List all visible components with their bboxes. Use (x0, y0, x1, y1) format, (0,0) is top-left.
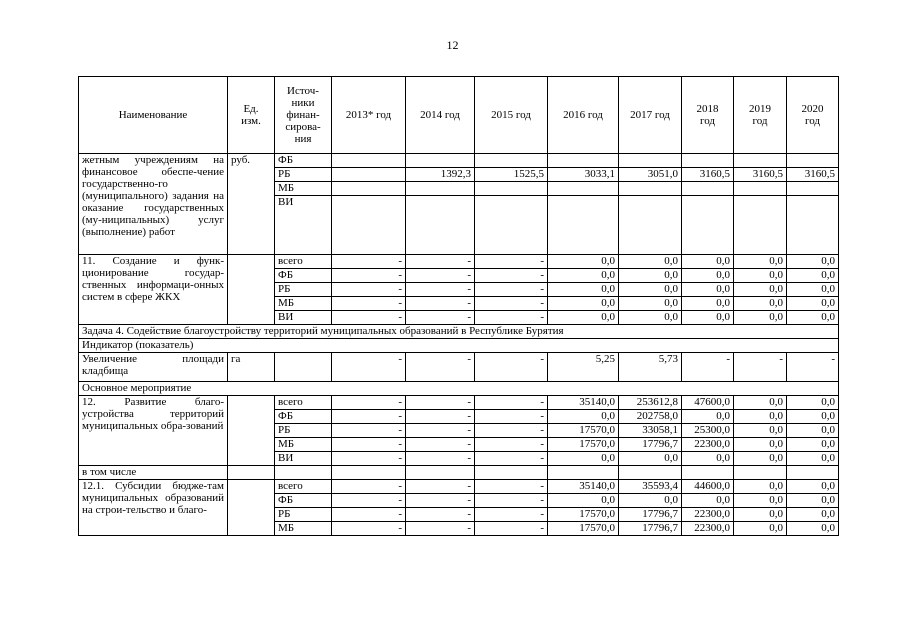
value-cell: 17796,7 (619, 438, 682, 452)
task-heading: Задача 4. Содействие благоустройству территорий муниципальных образований в Республике Бурятия (79, 325, 839, 339)
value-cell: 35140,0 (548, 480, 619, 494)
value-cell: 17796,7 (619, 522, 682, 536)
value-cell: 0,0 (787, 494, 839, 508)
measure-name: 12.1. Субсидии бюдже-там муниципальных образований на строи-тельство и благо- (79, 480, 228, 536)
value-cell: - (332, 480, 406, 494)
value-cell: 44600,0 (682, 480, 734, 494)
value-cell (619, 196, 682, 255)
value-cell: 0,0 (734, 396, 787, 410)
value-cell: - (332, 494, 406, 508)
value-cell: 22300,0 (682, 522, 734, 536)
value-cell: - (332, 311, 406, 325)
value-cell: 35140,0 (548, 396, 619, 410)
main-measure-heading: Основное мероприятие (79, 382, 839, 396)
value-cell: 0,0 (787, 508, 839, 522)
value-cell (787, 196, 839, 255)
value-cell: - (734, 353, 787, 382)
source-cell: ВИ (275, 452, 332, 466)
value-cell: - (406, 480, 475, 494)
value-cell: 3051,0 (619, 168, 682, 182)
source-cell: РБ (275, 168, 332, 182)
value-cell: - (475, 255, 548, 269)
value-cell (332, 154, 406, 168)
value-cell: 0,0 (734, 522, 787, 536)
value-cell (406, 196, 475, 255)
value-cell: 0,0 (682, 297, 734, 311)
value-cell: 5,25 (548, 353, 619, 382)
value-cell: - (332, 353, 406, 382)
value-cell: - (406, 255, 475, 269)
measure-name: жетным учреждениям на финансовое обеспе-чение государственно-го (муниципального) задания на оказание государственных (му-ниципальных) услуг (выполнение) работ (79, 154, 228, 255)
unit-cell: га (228, 353, 275, 382)
value-cell (734, 182, 787, 196)
value-cell: - (406, 353, 475, 382)
value-cell: - (332, 508, 406, 522)
value-cell: - (406, 283, 475, 297)
value-cell: - (475, 410, 548, 424)
value-cell: 0,0 (682, 494, 734, 508)
value-cell: 33058,1 (619, 424, 682, 438)
indicator-heading: Индикатор (показатель) (79, 339, 839, 353)
task-row (79, 325, 839, 339)
including-label: в том числе (79, 466, 228, 480)
value-cell: - (406, 410, 475, 424)
header-source: Источ- ники финан- сирова- ния (275, 77, 332, 154)
value-cell: - (406, 508, 475, 522)
unit-cell (228, 396, 275, 466)
source-cell: ФБ (275, 154, 332, 168)
value-cell: - (332, 269, 406, 283)
value-cell: 0,0 (548, 452, 619, 466)
value-cell: 1525,5 (475, 168, 548, 182)
value-cell: 17570,0 (548, 522, 619, 536)
value-cell: 0,0 (734, 410, 787, 424)
value-cell: - (332, 283, 406, 297)
source-cell: ФБ (275, 269, 332, 283)
value-cell: 0,0 (734, 494, 787, 508)
value-cell: - (475, 311, 548, 325)
value-cell: 0,0 (682, 283, 734, 297)
header-year: 2014 год (406, 77, 475, 154)
value-cell: 3033,1 (548, 168, 619, 182)
measure-name: 12. Развитие благо-устройства территорий муниципальных обра-зований (79, 396, 228, 466)
value-cell: 0,0 (682, 255, 734, 269)
header-name: Наименование (79, 77, 228, 154)
value-cell: 3160,5 (787, 168, 839, 182)
source-cell: ФБ (275, 410, 332, 424)
value-cell: - (787, 353, 839, 382)
value-cell: 0,0 (619, 297, 682, 311)
value-cell: 0,0 (734, 424, 787, 438)
unit-cell (228, 480, 275, 536)
value-cell: 22300,0 (682, 508, 734, 522)
value-cell (548, 196, 619, 255)
measure-name: 11. Создание и функ-ционирование государ-ственных информаци-онных систем в сфере ЖКХ (79, 255, 228, 325)
header-year: 2019 год (734, 77, 787, 154)
empty-cell (619, 466, 682, 480)
value-cell (548, 154, 619, 168)
value-cell: 17796,7 (619, 508, 682, 522)
value-cell: - (406, 438, 475, 452)
value-cell: 35593,4 (619, 480, 682, 494)
value-cell: - (406, 452, 475, 466)
value-cell: - (475, 438, 548, 452)
value-cell: 202758,0 (619, 410, 682, 424)
value-cell: 0,0 (787, 255, 839, 269)
value-cell: 47600,0 (682, 396, 734, 410)
value-cell: 17570,0 (548, 508, 619, 522)
table-row (79, 396, 839, 410)
value-cell: - (406, 424, 475, 438)
value-cell: - (475, 269, 548, 283)
value-cell (406, 154, 475, 168)
value-cell: - (332, 424, 406, 438)
value-cell: - (332, 297, 406, 311)
value-cell: 0,0 (787, 410, 839, 424)
value-cell: - (475, 452, 548, 466)
value-cell: 0,0 (619, 269, 682, 283)
indicator-name: Увеличение площади кладбища (79, 353, 228, 382)
header-year: 2016 год (548, 77, 619, 154)
budget-table (78, 76, 839, 536)
value-cell: 0,0 (734, 255, 787, 269)
including-row (79, 466, 839, 480)
value-cell: 253612,8 (619, 396, 682, 410)
value-cell (548, 182, 619, 196)
empty-cell (475, 466, 548, 480)
value-cell: - (475, 522, 548, 536)
header-year: 2017 год (619, 77, 682, 154)
source-cell: МБ (275, 182, 332, 196)
header-year: 2015 год (475, 77, 548, 154)
empty-cell (406, 466, 475, 480)
value-cell (332, 196, 406, 255)
value-cell: 0,0 (619, 283, 682, 297)
value-cell: 0,0 (682, 311, 734, 325)
value-cell: 0,0 (787, 311, 839, 325)
value-cell (682, 182, 734, 196)
value-cell: 0,0 (787, 438, 839, 452)
value-cell (619, 182, 682, 196)
empty-cell (734, 466, 787, 480)
source-cell: МБ (275, 297, 332, 311)
value-cell: 0,0 (734, 452, 787, 466)
value-cell: - (406, 297, 475, 311)
header-unit: Ед. изм. (228, 77, 275, 154)
unit-cell (228, 255, 275, 325)
value-cell: 0,0 (548, 283, 619, 297)
value-cell: 0,0 (734, 297, 787, 311)
value-cell: - (332, 438, 406, 452)
value-cell: 0,0 (682, 269, 734, 283)
table-row (79, 154, 839, 168)
value-cell (475, 196, 548, 255)
value-cell: 0,0 (734, 480, 787, 494)
value-cell: - (332, 396, 406, 410)
source-cell: РБ (275, 508, 332, 522)
value-cell: - (475, 424, 548, 438)
value-cell: 0,0 (787, 269, 839, 283)
value-cell (682, 196, 734, 255)
value-cell: - (332, 522, 406, 536)
header-year: 2020 год (787, 77, 839, 154)
value-cell: 0,0 (787, 424, 839, 438)
table-header (79, 77, 839, 154)
value-cell (734, 196, 787, 255)
value-cell: - (406, 269, 475, 283)
value-cell: - (682, 353, 734, 382)
value-cell: 3160,5 (682, 168, 734, 182)
value-cell: 0,0 (734, 269, 787, 283)
value-cell: 0,0 (734, 311, 787, 325)
source-cell: МБ (275, 522, 332, 536)
value-cell: - (475, 297, 548, 311)
value-cell: 22300,0 (682, 438, 734, 452)
source-cell: ВИ (275, 196, 332, 255)
value-cell: 0,0 (787, 396, 839, 410)
value-cell (475, 154, 548, 168)
value-cell: - (475, 508, 548, 522)
value-cell: - (406, 522, 475, 536)
value-cell: 0,0 (619, 311, 682, 325)
value-cell: 3160,5 (734, 168, 787, 182)
source-cell: РБ (275, 283, 332, 297)
value-cell: 0,0 (619, 494, 682, 508)
value-cell: 0,0 (682, 410, 734, 424)
value-cell: 1392,3 (406, 168, 475, 182)
source-cell: всего (275, 255, 332, 269)
value-cell: 0,0 (548, 311, 619, 325)
value-cell: 0,0 (682, 452, 734, 466)
value-cell (332, 168, 406, 182)
table-row (79, 480, 839, 494)
value-cell (332, 182, 406, 196)
value-cell: - (406, 494, 475, 508)
page-number: 12 (446, 38, 459, 52)
source-cell: РБ (275, 424, 332, 438)
value-cell: 0,0 (734, 283, 787, 297)
header-year: 2013* год (332, 77, 406, 154)
empty-cell (787, 466, 839, 480)
value-cell: - (332, 410, 406, 424)
empty-cell (275, 466, 332, 480)
value-cell: - (406, 311, 475, 325)
value-cell: 17570,0 (548, 424, 619, 438)
value-cell: - (475, 480, 548, 494)
indicator-heading-row (79, 339, 839, 353)
value-cell: 0,0 (787, 297, 839, 311)
value-cell: 0,0 (548, 297, 619, 311)
value-cell (682, 154, 734, 168)
value-cell: 0,0 (787, 522, 839, 536)
value-cell: 0,0 (548, 255, 619, 269)
source-cell (275, 353, 332, 382)
value-cell: 0,0 (787, 452, 839, 466)
value-cell: 0,0 (619, 255, 682, 269)
value-cell (734, 154, 787, 168)
value-cell (475, 182, 548, 196)
source-cell: МБ (275, 438, 332, 452)
value-cell: 0,0 (787, 480, 839, 494)
value-cell: 0,0 (787, 283, 839, 297)
value-cell: 25300,0 (682, 424, 734, 438)
value-cell: - (475, 396, 548, 410)
value-cell: 0,0 (734, 438, 787, 452)
table-row (79, 255, 839, 269)
value-cell (787, 154, 839, 168)
value-cell (406, 182, 475, 196)
value-cell: - (332, 452, 406, 466)
value-cell: - (475, 283, 548, 297)
source-cell: ФБ (275, 494, 332, 508)
value-cell (787, 182, 839, 196)
indicator-row (79, 353, 839, 382)
value-cell: 0,0 (619, 452, 682, 466)
empty-cell (228, 466, 275, 480)
value-cell: 0,0 (548, 410, 619, 424)
source-cell: всего (275, 480, 332, 494)
empty-cell (332, 466, 406, 480)
source-cell: ВИ (275, 311, 332, 325)
main-measure-row (79, 382, 839, 396)
unit-cell: руб. (228, 154, 275, 255)
value-cell: 5,73 (619, 353, 682, 382)
value-cell: 17570,0 (548, 438, 619, 452)
value-cell: 0,0 (548, 269, 619, 283)
value-cell: - (332, 255, 406, 269)
header-year: 2018 год (682, 77, 734, 154)
value-cell: - (475, 353, 548, 382)
empty-cell (548, 466, 619, 480)
value-cell: - (406, 396, 475, 410)
value-cell: 0,0 (548, 494, 619, 508)
value-cell (619, 154, 682, 168)
value-cell: - (475, 494, 548, 508)
empty-cell (682, 466, 734, 480)
source-cell: всего (275, 396, 332, 410)
value-cell: 0,0 (734, 508, 787, 522)
